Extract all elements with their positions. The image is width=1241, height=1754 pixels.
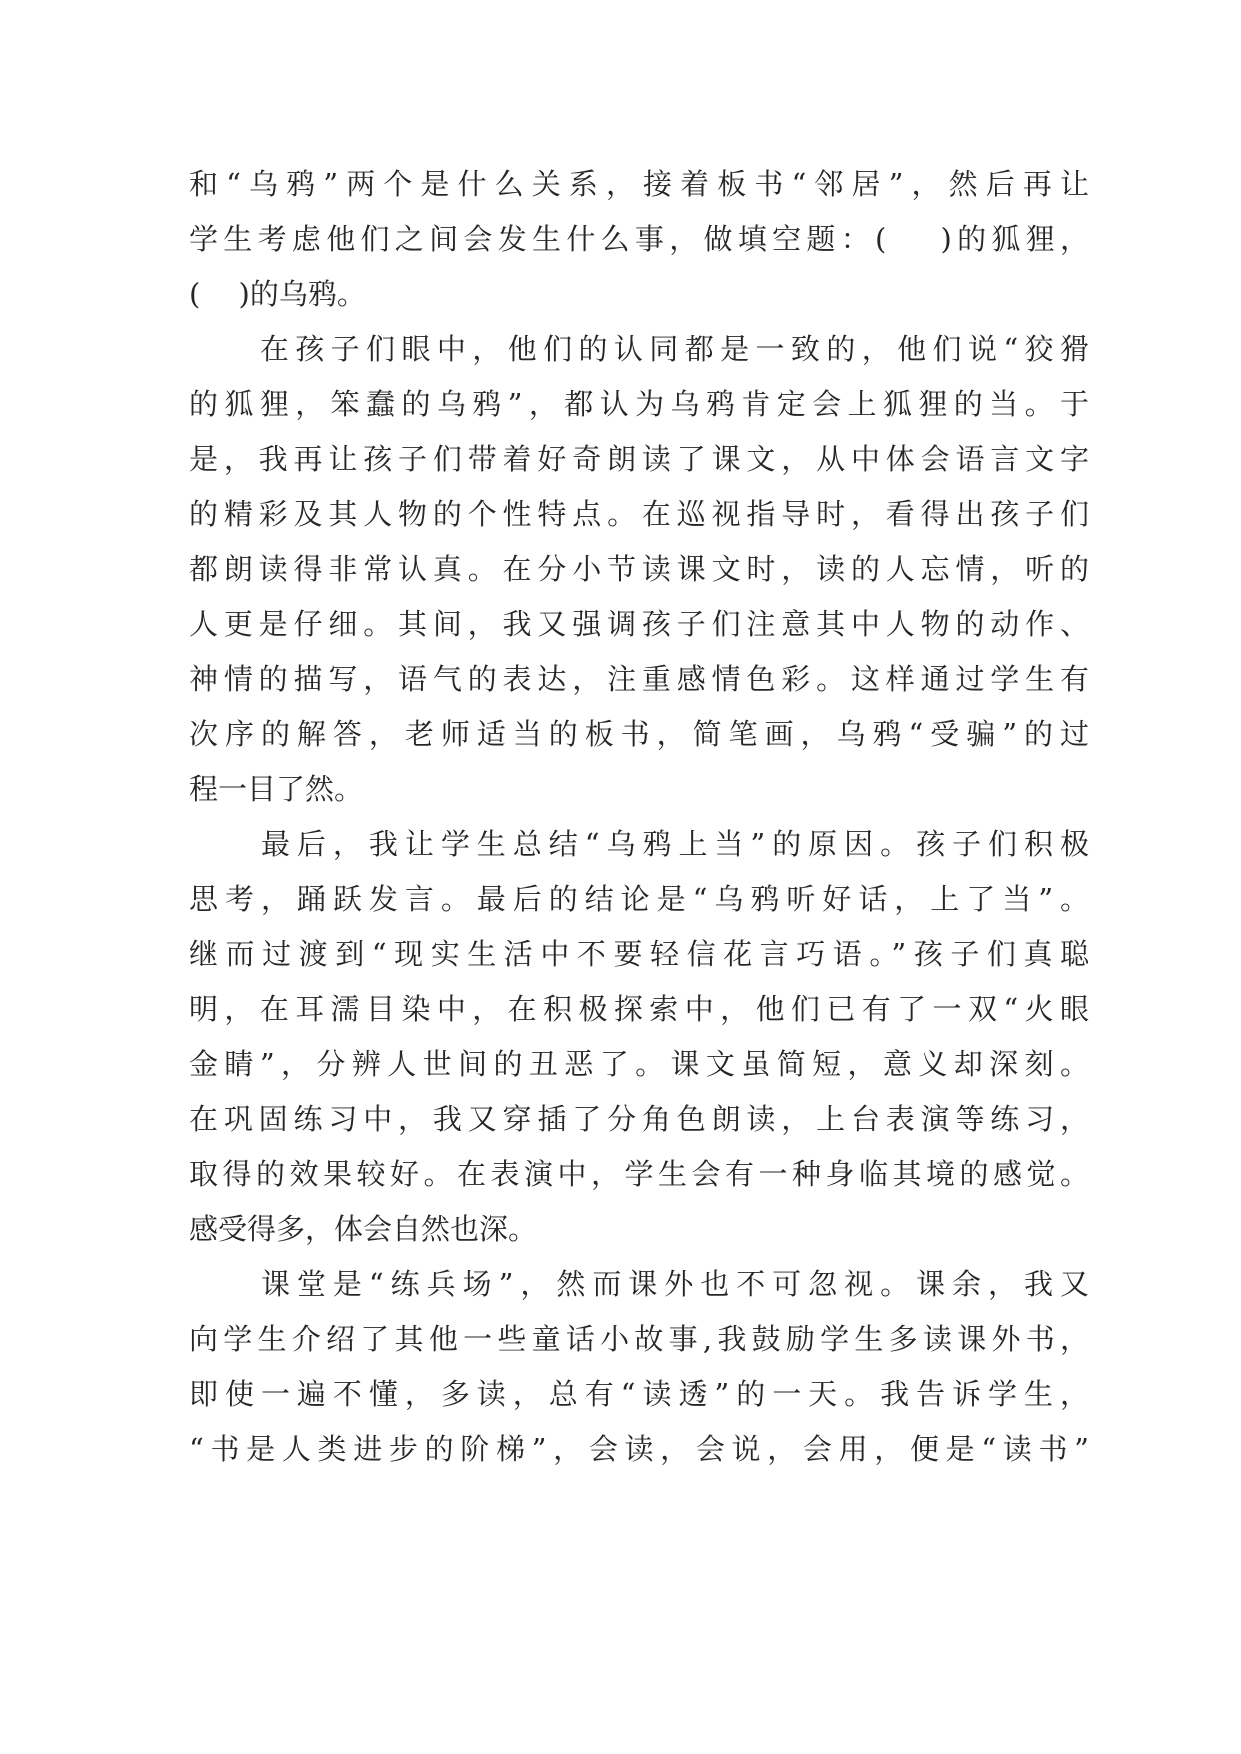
text-line: 课堂是“练兵场”，然而课外也不可忽视。课余，我又 [189, 1267, 1089, 1301]
text-line: 向学生介绍了其他一些童话小故事,我鼓励学生多读课外书， [189, 1322, 1089, 1356]
text-line: 次序的解答，老师适当的板书，简笔画，乌鸦“受骗”的过 [189, 717, 1089, 751]
text-line: 思考，踊跃发言。最后的结论是“乌鸦听好话，上了当”。 [189, 882, 1089, 916]
text-line: 感受得多，体会自然也深。 [189, 1212, 538, 1246]
text-line: 程一目了然。 [189, 772, 364, 806]
text-line: 人更是仔细。其间，我又强调孩子们注意其中人物的动作、 [189, 607, 1089, 641]
text-line: 的精彩及其人物的个性特点。在巡视指导时，看得出孩子们 [189, 497, 1089, 531]
text-line: ( )的乌鸦。 [189, 277, 366, 311]
text-line: 的狐狸，笨蠢的乌鸦”，都认为乌鸦肯定会上狐狸的当。于 [189, 387, 1089, 421]
text-line: 是，我再让孩子们带着好奇朗读了课文，从中体会语言文字 [189, 442, 1089, 476]
text-line: 继而过渡到“现实生活中不要轻信花言巧语。”孩子们真聪 [189, 937, 1089, 971]
text-line: 即使一遍不懂，多读，总有“读透”的一天。我告诉学生， [189, 1377, 1089, 1411]
text-line: 取得的效果较好。在表演中，学生会有一种身临其境的感觉。 [189, 1157, 1089, 1191]
text-line: 都朗读得非常认真。在分小节读课文时，读的人忘情，听的 [189, 552, 1089, 586]
text-line: 学生考虑他们之间会发生什么事，做填空题：( )的狐狸， [189, 222, 1089, 256]
text-line: 最后，我让学生总结“乌鸦上当”的原因。孩子们积极 [189, 827, 1089, 861]
text-line: 和“乌鸦”两个是什么关系，接着板书“邻居”，然后再让 [189, 167, 1089, 201]
text-line: 神情的描写，语气的表达，注重感情色彩。这样通过学生有 [189, 662, 1089, 696]
text-line: “书是人类进步的阶梯”，会读，会说，会用，便是“读书” [189, 1432, 1089, 1466]
text-line: 在孩子们眼中，他们的认同都是一致的，他们说“狡猾 [189, 332, 1089, 366]
text-line: 明，在耳濡目染中，在积极探索中，他们已有了一双“火眼 [189, 992, 1089, 1026]
text-line: 在巩固练习中，我又穿插了分角色朗读，上台表演等练习， [189, 1102, 1089, 1136]
text-line: 金睛”，分辨人世间的丑恶了。课文虽简短，意义却深刻。 [189, 1047, 1089, 1081]
